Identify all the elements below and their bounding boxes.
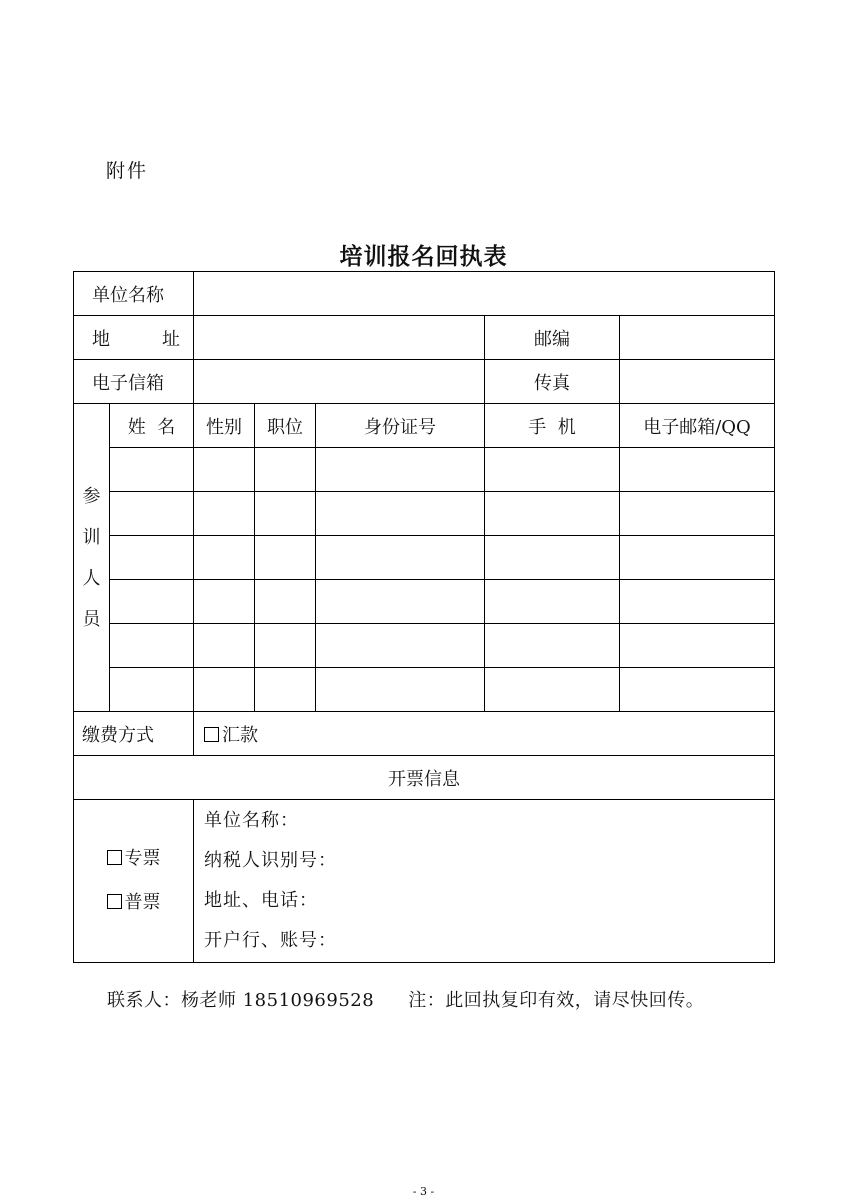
participant-cell[interactable]: [255, 668, 316, 712]
participant-cell[interactable]: [255, 536, 316, 580]
participant-cell[interactable]: [194, 492, 255, 536]
registration-form-table: [73, 271, 775, 963]
participant-cell[interactable]: [194, 448, 255, 492]
participant-cell[interactable]: [194, 536, 255, 580]
participant-cell[interactable]: [485, 580, 620, 624]
participant-cell[interactable]: [316, 448, 485, 492]
participant-cell[interactable]: [255, 492, 316, 536]
invoice-bank-account-label: 开户行、账号：: [204, 930, 337, 951]
participant-row: [74, 624, 775, 668]
header-id-number: 身份证号: [316, 404, 485, 448]
participant-row: [74, 448, 775, 492]
general-invoice-label: 普票: [124, 892, 161, 913]
participant-cell[interactable]: [110, 536, 194, 580]
attachment-label: 附件: [106, 160, 149, 182]
unit-name-label: 单位名称: [74, 272, 194, 316]
header-email-qq: 电子邮箱/QQ: [620, 404, 775, 448]
participant-cell[interactable]: [316, 668, 485, 712]
participant-cell[interactable]: [316, 580, 485, 624]
participant-cell[interactable]: [110, 668, 194, 712]
remittance-checkbox[interactable]: [204, 727, 219, 742]
form-title: 培训报名回执表: [339, 243, 508, 270]
participant-cell[interactable]: [110, 448, 194, 492]
participant-cell[interactable]: [110, 580, 194, 624]
participant-cell[interactable]: [316, 492, 485, 536]
postcode-label: 邮编: [485, 316, 620, 360]
fax-label: 传真: [485, 360, 620, 404]
participant-cell[interactable]: [620, 448, 775, 492]
header-name: 姓 名: [110, 404, 194, 448]
invoice-address-phone-label: 地址、电话：: [204, 890, 318, 911]
participant-row: [74, 536, 775, 580]
general-invoice-checkbox[interactable]: [107, 894, 122, 909]
payment-option: [194, 712, 775, 756]
participant-cell[interactable]: [194, 624, 255, 668]
special-invoice-option: [74, 837, 193, 881]
participant-cell[interactable]: [620, 580, 775, 624]
page-number: - 3 -: [412, 1185, 435, 1198]
email-label: 电子信箱: [74, 360, 194, 404]
invoice-tax-id-label: 纳税人识别号：: [204, 850, 337, 871]
header-position: 职位: [255, 404, 316, 448]
address-label: 地 址: [74, 316, 194, 360]
participant-row: [74, 668, 775, 712]
postcode-field[interactable]: [620, 316, 775, 360]
participant-cell[interactable]: [110, 624, 194, 668]
participant-cell[interactable]: [485, 668, 620, 712]
participant-cell[interactable]: [110, 492, 194, 536]
general-invoice-option: [74, 881, 193, 925]
participant-cell[interactable]: [485, 448, 620, 492]
invoice-type-options: [74, 800, 194, 963]
participants-side-label: 参 训 人 员: [74, 404, 110, 712]
header-gender: 性别: [194, 404, 255, 448]
participant-cell[interactable]: [485, 492, 620, 536]
participant-cell[interactable]: [255, 624, 316, 668]
participant-cell[interactable]: [620, 536, 775, 580]
participant-cell[interactable]: [620, 492, 775, 536]
email-field[interactable]: [194, 360, 485, 404]
participant-cell[interactable]: [194, 580, 255, 624]
participant-cell[interactable]: [485, 624, 620, 668]
participant-cell[interactable]: [620, 668, 775, 712]
participant-row: [74, 580, 775, 624]
footer-line: [107, 986, 704, 1012]
invoice-details: [194, 800, 775, 963]
address-field[interactable]: [194, 316, 485, 360]
remittance-label: 汇款: [222, 724, 258, 746]
participant-cell[interactable]: [255, 448, 316, 492]
participant-cell[interactable]: [316, 536, 485, 580]
payment-method-label: 缴费方式: [74, 712, 194, 756]
fax-field[interactable]: [620, 360, 775, 404]
invoice-info-header: 开票信息: [74, 756, 775, 800]
participant-cell[interactable]: [316, 624, 485, 668]
participant-cell[interactable]: [255, 580, 316, 624]
invoice-unit-name-label: 单位名称：: [204, 810, 299, 831]
special-invoice-checkbox[interactable]: [107, 850, 122, 865]
participant-cell[interactable]: [194, 668, 255, 712]
participant-cell[interactable]: [620, 624, 775, 668]
contact-info: 联系人：杨老师 18510969528: [107, 990, 375, 1011]
participant-cell[interactable]: [485, 536, 620, 580]
participant-row: [74, 492, 775, 536]
special-invoice-label: 专票: [124, 848, 161, 869]
footer-note: 注：此回执复印有效，请尽快回传。: [408, 990, 705, 1011]
unit-name-field[interactable]: [194, 272, 775, 316]
header-mobile: 手 机: [485, 404, 620, 448]
